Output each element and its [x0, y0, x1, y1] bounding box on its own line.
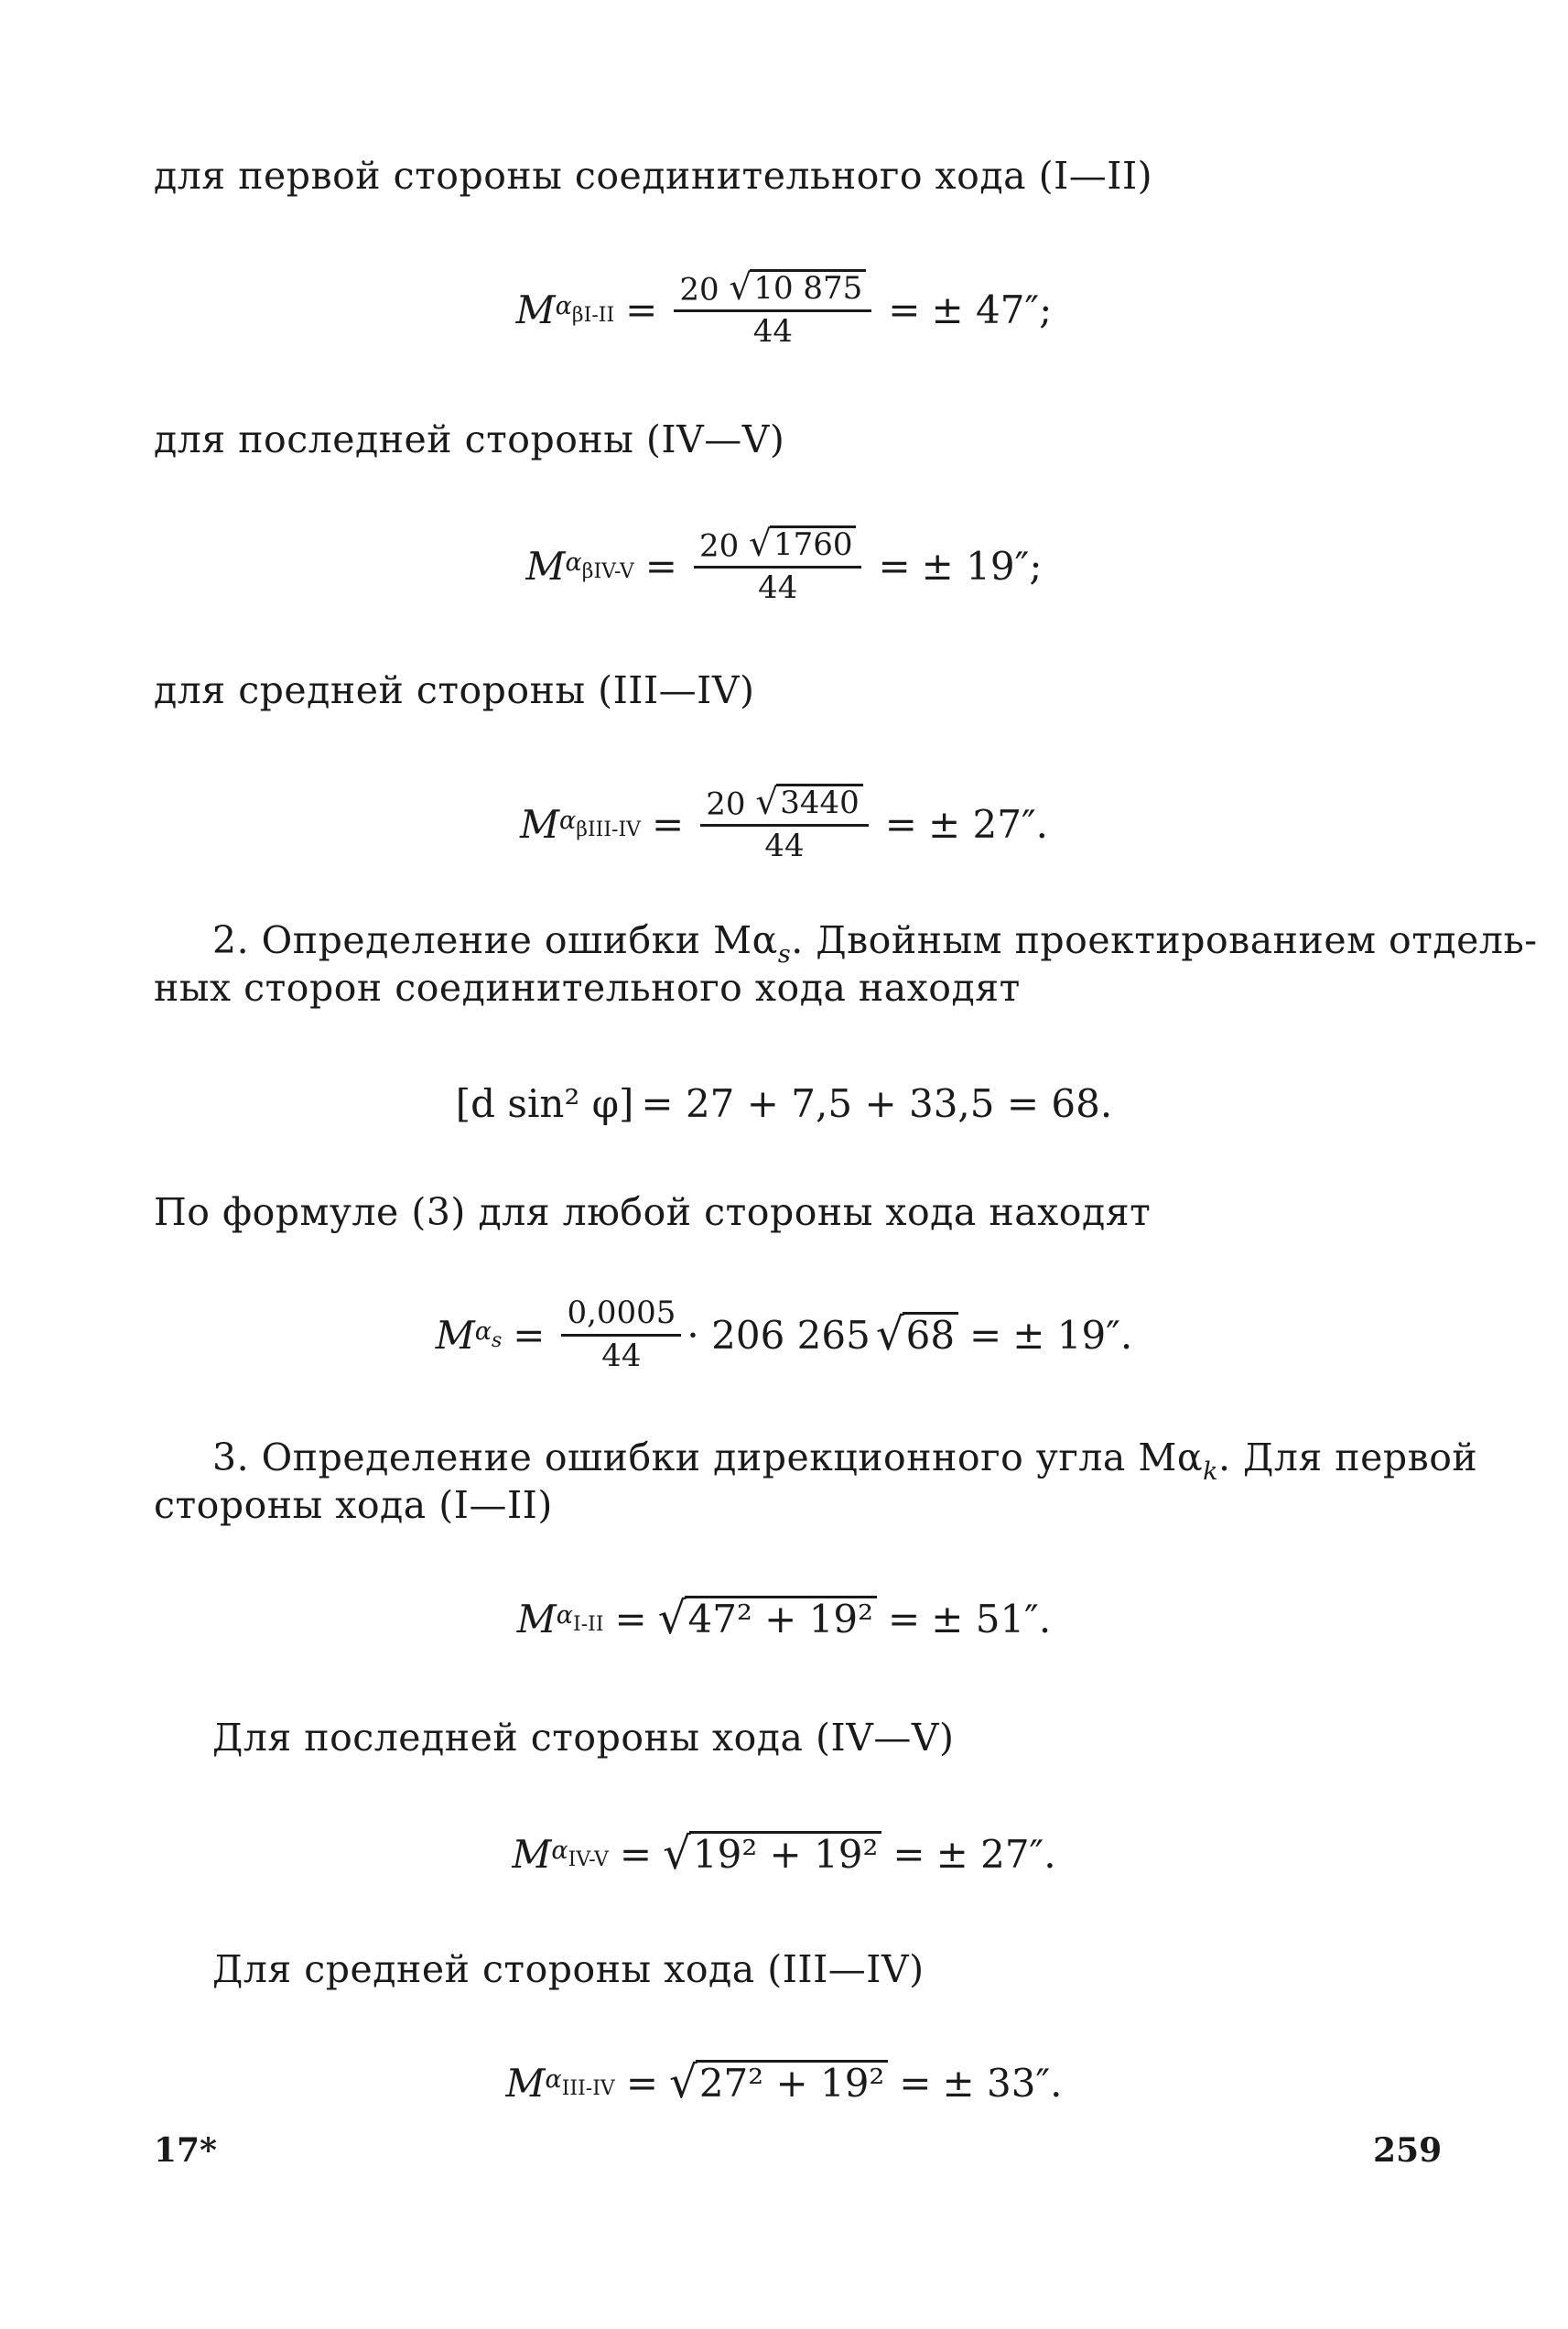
page-number: 259	[1373, 2131, 1443, 2170]
formula-result: ± 47″;	[931, 287, 1053, 332]
paragraph-formula-3: По формуле (3) для любой стороны хода находят	[154, 1190, 1152, 1234]
fraction: 20 √ 10 875 44	[674, 269, 871, 350]
formula-m-alpha-beta-4-5: M $\alpha_{\beta IV-V}$ = 20 √ 1760 44 = ± 19″;	[525, 524, 1043, 607]
paragraph-last-side-course: Для последней стороны хода (IV—V)	[212, 1716, 955, 1760]
formula-d-sin-phi: [d sin² φ] = 27 + 7,5 + 33,5 = 68.	[455, 1080, 1113, 1126]
paragraph-section-2-line-2: ных сторон соединительного хода находят	[154, 966, 1021, 1010]
paragraph-last-side: для последней стороны (IV—V)	[154, 417, 785, 461]
formula-m-alpha-4-5: M $\alpha_{IV-V}$ = √ 19² + 19² = ± 27″.	[512, 1828, 1056, 1880]
fraction: 20 √ 3440 44	[700, 784, 869, 864]
formula-m-alpha-3-4: M $\alpha_{III-IV}$ = √ 27² + 19² = ± 33″.	[505, 2057, 1063, 2109]
paragraph-middle-side: для средней стороны (III—IV)	[154, 668, 755, 712]
formula-m-alpha-beta-3-4: M $\alpha_{\beta III-IV}$ = 20 √ 3440 44 = ± 27″.	[519, 782, 1048, 865]
paragraph-section-2-line-1: 2. Определение ошибки $M\alpha_s$. Двойным проектированием отдель-	[212, 918, 1538, 969]
formula-m-alpha-beta-1-2: M $\alpha_{\beta I-II}$ = 20 √ 10 875 44 = ± 47″;	[515, 267, 1053, 351]
formula-m-alpha-1-2: M $\alpha_{I-II}$ = √ 47² + 19² = ± 51″.	[516, 1593, 1052, 1645]
signature-mark: 17*	[154, 2131, 217, 2170]
formula-m-alpha-s: M $\alpha_s$ = $\frac{0,0005}{44}$ · 206 265 √ 68 = ± 19″.	[435, 1294, 1133, 1374]
formula-lhs: M	[515, 287, 556, 332]
fraction: 20 √ 1760 44	[694, 525, 862, 606]
fraction: $\frac{0,0005}{44}$	[561, 1295, 681, 1373]
paragraph-section-3-line-1: 3. Определение ошибки дирекционного угла $M\alpha_k$. Для первой	[212, 1435, 1478, 1486]
paragraph-first-side: для первой стороны соединительного хода (I—II)	[154, 154, 1153, 198]
paragraph-section-3-line-2: стороны хода (I—II)	[154, 1483, 553, 1527]
paragraph-middle-side-course: Для средней стороны хода (III—IV)	[212, 1947, 925, 1991]
